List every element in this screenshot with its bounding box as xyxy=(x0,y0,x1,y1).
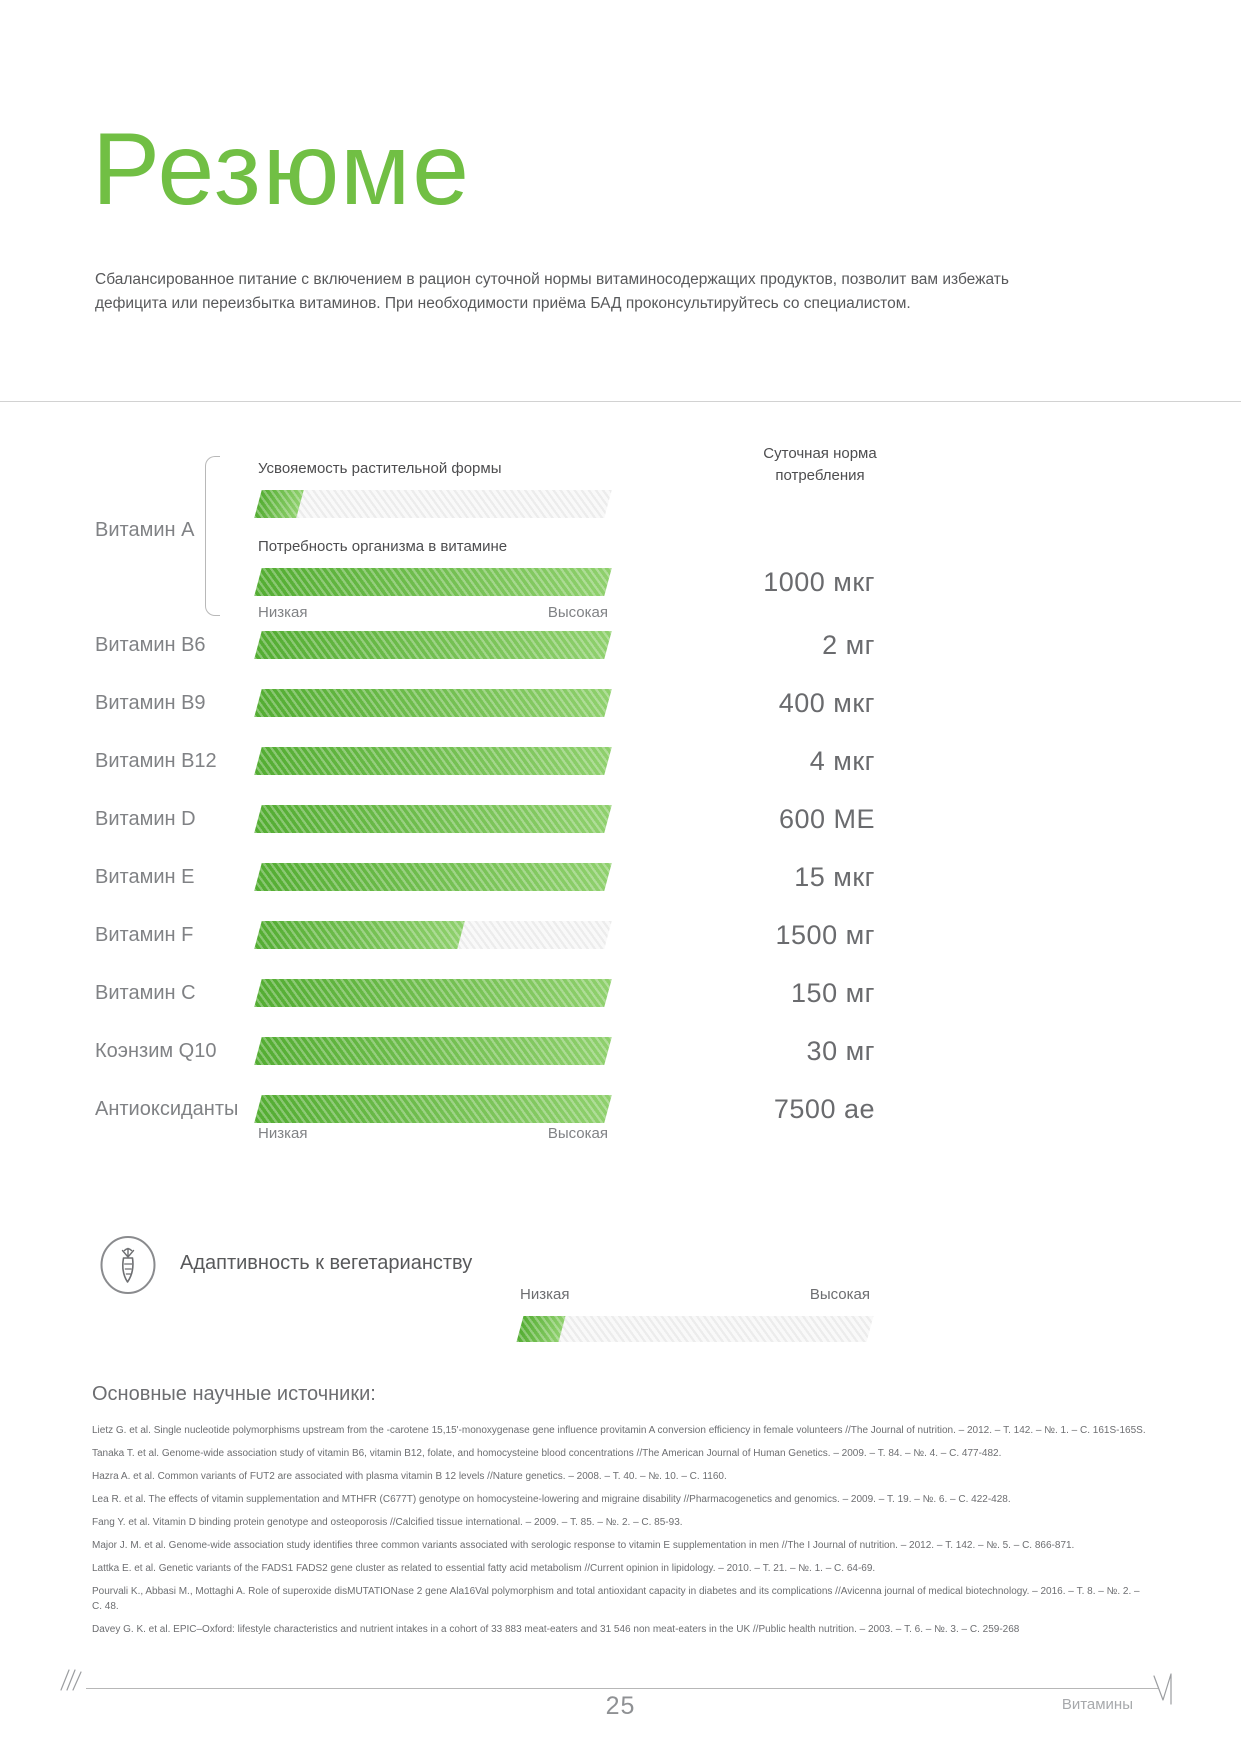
vitamin-row-label: Витамин D xyxy=(95,808,196,830)
vitamin-row-label: Коэнзим Q10 xyxy=(95,1040,217,1062)
vitamin-row-bar xyxy=(254,631,612,659)
vitamin-row-bar xyxy=(254,1037,612,1065)
vitamin-row-bar xyxy=(254,979,612,1007)
adaptivity-title: Адаптивность к вегетарианству xyxy=(180,1252,473,1274)
vitamin-row-daily-norm: 150 мг xyxy=(791,978,875,1008)
vitamin-row-bar-fill xyxy=(254,979,612,1007)
vitamin-row-bar-fill xyxy=(254,1095,612,1123)
vitamin-a-label: Витамин А xyxy=(95,519,195,541)
vitamin-a-absorption-fill xyxy=(254,490,304,518)
carrot-icon xyxy=(100,1236,156,1294)
adaptivity-bar xyxy=(517,1316,874,1342)
vitamin-row xyxy=(0,1095,1241,1123)
source-item: Tanaka T. et al. Genome-wide association study of vitamin B6, vitamin B12, folate, and homocysteine blood concentrations //The American Journal of Human Genetics. – 2009. – Т. 84. – №. 4. – С. 477-482. xyxy=(92,1448,1002,1459)
vitamin-row-bar xyxy=(254,863,612,891)
vitamin-row-label: Витамин B12 xyxy=(95,750,217,772)
vitamin-row-daily-norm: 4 мкг xyxy=(809,746,875,776)
vitamin-row-daily-norm: 30 мг xyxy=(806,1036,875,1066)
daily-norm-header-line1: Суточная норма xyxy=(763,445,877,462)
vitamin-row-daily-norm: 15 мкг xyxy=(794,862,875,892)
vitamin-row xyxy=(0,1037,1241,1065)
vitamin-row-bar xyxy=(254,1095,612,1123)
vitamin-row-daily-norm: 2 мг xyxy=(822,630,875,660)
vitamin-row-bar-fill xyxy=(254,863,612,891)
vitamin-row xyxy=(0,747,1241,775)
source-item: Major J. M. et al. Genome-wide association study identifies three common variants associated with serologic response to vitamin E supplementation in men //The I Journal of nutrition. – 2012. – Т. 142. – №. 5. – С. 866-871. xyxy=(92,1540,1075,1551)
vitamin-row xyxy=(0,921,1241,949)
source-item: Lietz G. et al. Single nucleotide polymorphisms upstream from the -carotene 15,15'-monoxygenase gene influence provitamin A conversion efficiency in female volunteers //The Journal of nutrition. – 2012. – Т. 142. – №. 1. – С. 161S-165S. xyxy=(92,1425,1146,1436)
vitamin-row-label: Витамин F xyxy=(95,924,194,946)
adaptivity-scale xyxy=(520,1286,870,1303)
vitamin-row xyxy=(0,863,1241,891)
scale-high-label: Высокая xyxy=(547,604,608,621)
vitamin-row-bar xyxy=(254,689,612,717)
source-item: Davey G. K. et al. EPIC–Oxford: lifestyle characteristics and nutrient intakes in a cohort of 33 883 meat-eaters and 31 546 non meat-eaters in the UK //Public health nutrition. – 2003. – Т. 6. – №. 3. – С. 259-268 xyxy=(92,1623,1020,1635)
vitamin-row-label: Витамин B9 xyxy=(95,692,206,714)
vitamin-a-need-fill xyxy=(254,568,612,596)
vitamin-row-label: Витамин E xyxy=(95,866,195,888)
bottom-scale xyxy=(258,1125,608,1142)
scale-high-label: Высокая xyxy=(547,1125,608,1142)
vitamin-a-daily-norm: 1000 мкг xyxy=(763,567,875,597)
vitamin-row-daily-norm: 7500 ае xyxy=(773,1094,875,1124)
vitamin-row-label: Антиоксиданты xyxy=(95,1098,239,1120)
vitamin-row xyxy=(0,979,1241,1007)
vitamin-row xyxy=(0,689,1241,717)
vitamin-a-scale xyxy=(258,604,608,621)
scale-low-label: Низкая xyxy=(520,1286,570,1303)
vitamin-row-bar xyxy=(254,805,612,833)
source-item: Lattka E. et al. Genetic variants of the FADS1 FADS2 gene cluster as related to essential fatty acid metabolism //Current opinion in lipidology. – 2010. – Т. 21. – №. 1. – С. 64-69. xyxy=(92,1563,876,1574)
source-item: Pourvali K., Abbasi M., Mottaghi A. Role of superoxide disMUTATIONase 2 gene Ala16Val polymorphism and total antioxidant capacity in diabetes and its complications //Avicenna journal of medical biotechnology. – 2016. – Т. 8. – №. 2. – С. 48. xyxy=(92,1586,1140,1612)
vitamin-row xyxy=(0,631,1241,659)
source-item: Hazra A. et al. Common variants of FUT2 are associated with plasma vitamin B 12 levels //Nature genetics. – 2008. – Т. 40. – №. 10. – С. 1160. xyxy=(92,1471,727,1482)
section-divider xyxy=(0,401,1241,402)
vitamin-row xyxy=(0,805,1241,833)
absorption-bar-title: Усвояемость растительной формы xyxy=(258,460,502,477)
vitamin-row-bar xyxy=(254,921,612,949)
vitamin-row-daily-norm: 400 мкг xyxy=(778,688,875,718)
scale-low-label: Низкая xyxy=(258,1125,308,1142)
vitamin-row-bar-fill xyxy=(254,805,612,833)
vitamin-a-need-bar xyxy=(254,568,612,596)
footer-left-mark-icon xyxy=(58,1666,88,1692)
source-item: Fang Y. et al. Vitamin D binding protein genotype and osteoporosis //Calcified tissue international. – 2009. – Т. 85. – №. 2. – С. 85-93. xyxy=(92,1517,683,1528)
daily-norm-header xyxy=(720,443,920,487)
vitamin-a-bracket xyxy=(205,456,220,616)
page-number: 25 xyxy=(605,1692,636,1720)
intro-paragraph: Сбалансированное питание с включением в рацион суточной нормы витаминосодержащих продуктов, позволит вам избежать дефицита или переизбытка витаминов. При необходимости приёма БАД проконсультируйтесь со специалистом. xyxy=(95,271,1009,313)
scale-high-label: Высокая xyxy=(809,1286,870,1303)
adaptivity-fill xyxy=(517,1316,566,1342)
vitamin-row-label: Витамин B6 xyxy=(95,634,206,656)
footer-divider xyxy=(86,1688,1158,1689)
vitamin-row-label: Витамин C xyxy=(95,982,196,1004)
vitamin-a-absorption-bar xyxy=(254,490,612,518)
vitamin-row-daily-norm: 1500 мг xyxy=(775,920,875,950)
vitamin-row-bar-fill xyxy=(254,747,612,775)
sources-heading: Основные научные источники: xyxy=(92,1383,376,1405)
vitamin-row-bar-fill xyxy=(254,921,465,949)
sources-list xyxy=(92,1424,1152,1646)
vitamin-row-daily-norm: 600 МЕ xyxy=(778,804,875,834)
vitamin-row-bar-fill xyxy=(254,631,612,659)
daily-norm-header-line2: потребления xyxy=(775,467,865,484)
scale-low-label: Низкая xyxy=(258,604,308,621)
vitamin-row-bar-fill xyxy=(254,1037,612,1065)
page-title: Резюме xyxy=(92,112,472,226)
footer-section-label: Витамины xyxy=(1061,1696,1133,1713)
vitamin-row-bar-fill xyxy=(254,689,612,717)
source-item: Lea R. et al. The effects of vitamin supplementation and MTHFR (C677T) genotype on homocysteine-lowering and migraine disability //Pharmacogenetics and genomics. – 2009. – Т. 19. – №. 6. – С. 422-428. xyxy=(92,1494,1011,1505)
need-bar-title: Потребность организма в витамине xyxy=(258,538,508,555)
vitamin-row-bar xyxy=(254,747,612,775)
